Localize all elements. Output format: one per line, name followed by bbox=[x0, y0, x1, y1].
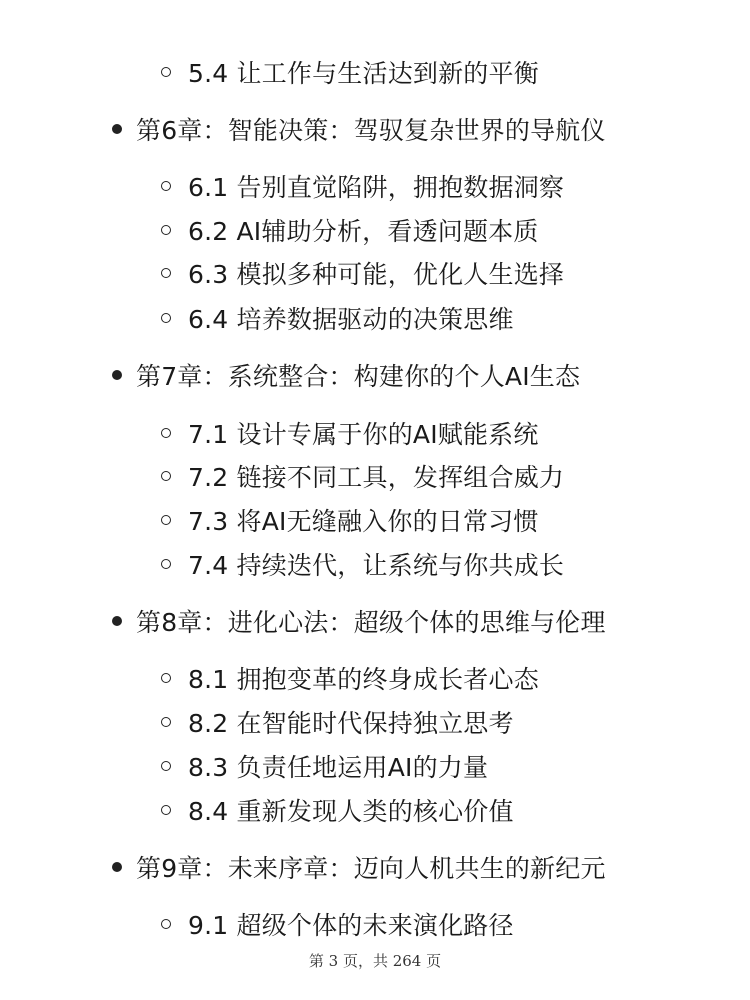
toc-chapter-title: 第8章：进化心法：超级个体的思维与伦理 bbox=[136, 608, 606, 637]
solid-bullet-icon bbox=[112, 862, 122, 872]
hollow-bullet-icon bbox=[161, 67, 171, 77]
toc-section-item bbox=[161, 790, 514, 830]
toc-section-title: 6.4 培养数据驱动的决策思维 bbox=[188, 305, 514, 334]
toc-section-item bbox=[161, 658, 539, 698]
hollow-bullet-icon bbox=[161, 515, 171, 525]
toc-chapter-item bbox=[112, 355, 580, 395]
toc-section-item bbox=[161, 210, 539, 250]
hollow-bullet-icon bbox=[161, 428, 171, 438]
toc-chapter-item bbox=[112, 601, 606, 641]
toc-section-item bbox=[161, 52, 539, 92]
hollow-bullet-icon bbox=[161, 919, 171, 929]
toc-section-item bbox=[161, 456, 564, 496]
toc-section-item bbox=[161, 904, 514, 944]
toc-section-title: 6.1 告别直觉陷阱，拥抱数据洞察 bbox=[188, 173, 565, 202]
toc-section-item bbox=[161, 702, 514, 742]
toc-section-item bbox=[161, 253, 564, 293]
toc-section-title: 8.3 负责任地运用AI的力量 bbox=[188, 753, 489, 782]
solid-bullet-icon bbox=[112, 616, 122, 626]
hollow-bullet-icon bbox=[161, 805, 171, 815]
toc-section-title: 7.3 将AI无缝融入你的日常习惯 bbox=[188, 507, 539, 536]
toc-section-title: 5.4 让工作与生活达到新的平衡 bbox=[188, 59, 539, 88]
hollow-bullet-icon bbox=[161, 181, 171, 191]
hollow-bullet-icon bbox=[161, 225, 171, 235]
toc-section-item bbox=[161, 298, 514, 338]
toc-section-title: 7.2 链接不同工具，发挥组合威力 bbox=[188, 463, 565, 492]
toc-chapter-title: 第6章：智能决策：驾驭复杂世界的导航仪 bbox=[136, 116, 606, 145]
hollow-bullet-icon bbox=[161, 761, 171, 771]
solid-bullet-icon bbox=[112, 124, 122, 134]
hollow-bullet-icon bbox=[161, 673, 171, 683]
toc-section-title: 9.1 超级个体的未来演化路径 bbox=[188, 911, 514, 940]
hollow-bullet-icon bbox=[161, 471, 171, 481]
toc-section-item bbox=[161, 413, 539, 453]
toc-chapter-title: 第7章：系统整合：构建你的个人AI生态 bbox=[136, 362, 581, 391]
toc-section-title: 7.4 持续迭代，让系统与你共成长 bbox=[188, 551, 565, 580]
toc-section-title: 7.1 设计专属于你的AI赋能系统 bbox=[188, 420, 539, 449]
toc-section-item bbox=[161, 746, 488, 786]
solid-bullet-icon bbox=[112, 370, 122, 380]
hollow-bullet-icon bbox=[161, 559, 171, 569]
page-number-footer: 第 3 页，共 264 页 bbox=[308, 952, 442, 970]
hollow-bullet-icon bbox=[161, 717, 171, 727]
toc-section-title: 6.2 AI辅助分析，看透问题本质 bbox=[188, 217, 539, 246]
toc-section-item bbox=[161, 544, 564, 584]
toc-section-title: 6.3 模拟多种可能，优化人生选择 bbox=[188, 260, 565, 289]
toc-section-title: 8.2 在智能时代保持独立思考 bbox=[188, 709, 514, 738]
toc-chapter-item bbox=[112, 109, 606, 149]
toc-chapter-item bbox=[112, 847, 606, 887]
hollow-bullet-icon bbox=[161, 313, 171, 323]
toc-section-title: 8.4 重新发现人类的核心价值 bbox=[188, 797, 514, 826]
toc-section-item bbox=[161, 500, 539, 540]
hollow-bullet-icon bbox=[161, 268, 171, 278]
toc-section-item bbox=[161, 166, 564, 206]
toc-section-title: 8.1 拥抱变革的终身成长者心态 bbox=[188, 665, 539, 694]
toc-chapter-title: 第9章：未来序章：迈向人机共生的新纪元 bbox=[136, 854, 606, 883]
